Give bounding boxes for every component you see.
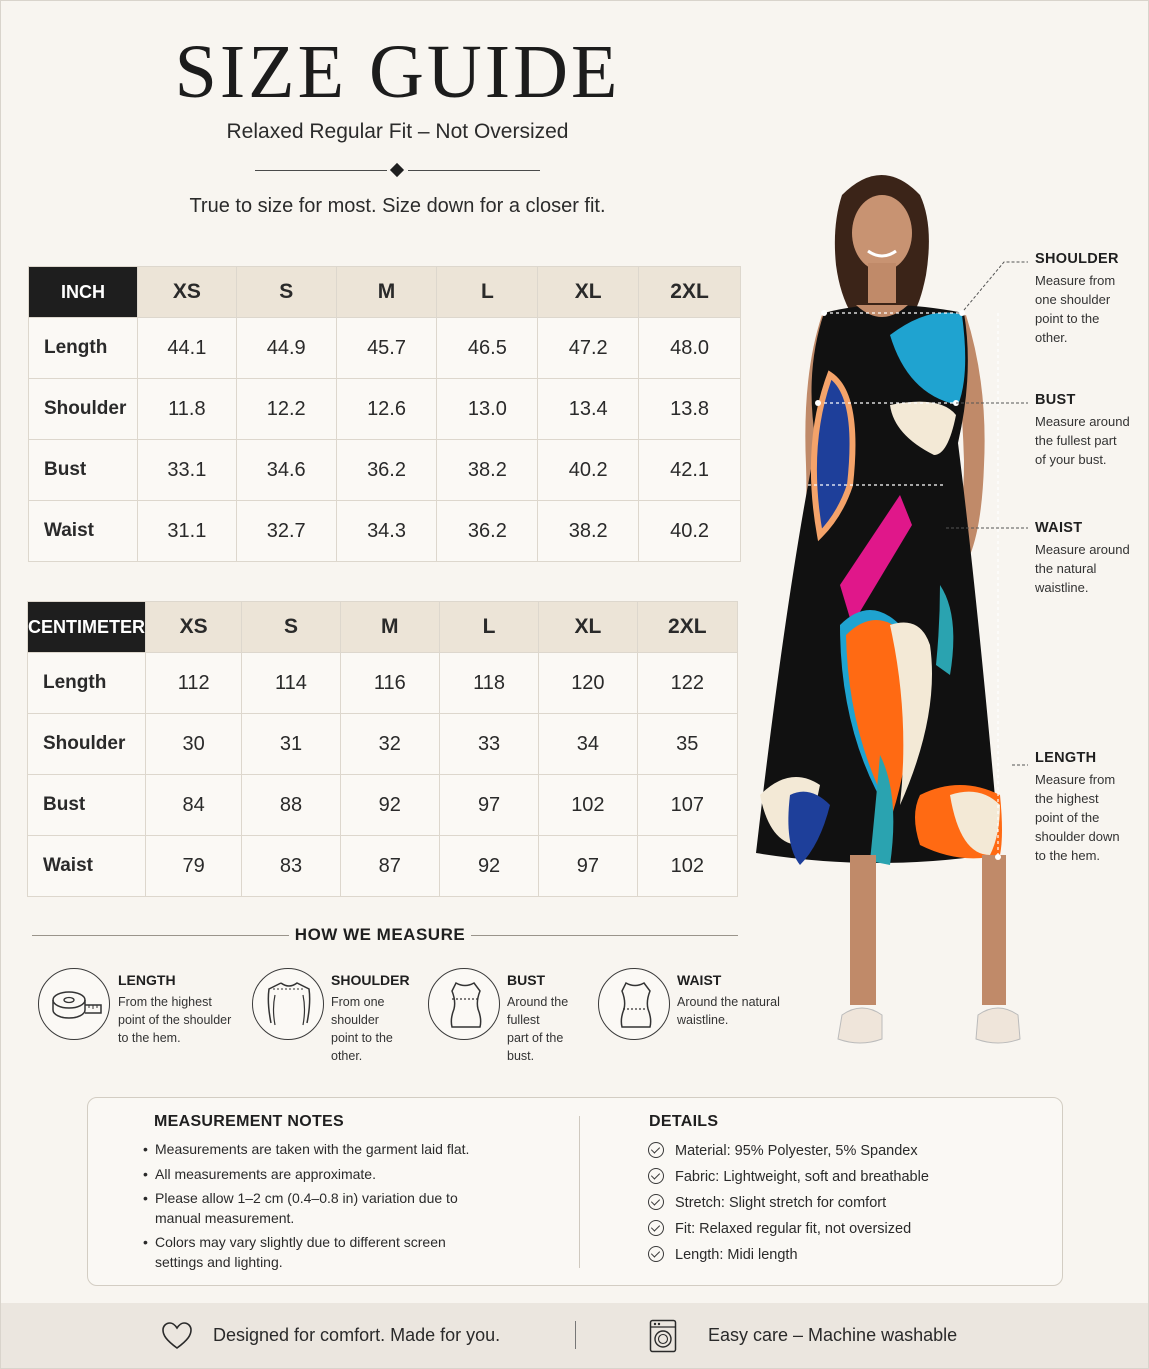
- desc-line: the fullest part: [1035, 433, 1117, 448]
- note-line: • Measurements are taken with the garment laid flat.: [155, 1141, 470, 1157]
- row-label: Length: [29, 318, 138, 379]
- list-item: [648, 1193, 1028, 1219]
- table-cell: 112: [146, 653, 242, 714]
- table-cell: 79: [146, 836, 242, 897]
- table-cell: 47.2: [538, 318, 639, 379]
- table-cell: 87: [340, 836, 439, 897]
- callout-desc: [1035, 271, 1145, 347]
- ornament-divider: [255, 162, 540, 178]
- table-cell: 13.4: [538, 379, 639, 440]
- callout-head: WAIST: [1035, 520, 1083, 536]
- table-row: [29, 501, 741, 562]
- detail-text: Fit: Relaxed regular fit, not oversized: [675, 1221, 912, 1237]
- table-header-row: [29, 267, 741, 318]
- table-cell: 92: [340, 775, 439, 836]
- table-cell: 36.2: [336, 440, 437, 501]
- list-item: [143, 1140, 543, 1160]
- desc-line: the natural: [1035, 561, 1097, 576]
- measure-item-text: [118, 972, 253, 1047]
- tape-measure-icon: [38, 968, 110, 1040]
- table-cell: 35: [637, 714, 737, 775]
- desc-line: Measure from: [1035, 273, 1116, 288]
- desc-line: one shoulder: [1035, 292, 1111, 307]
- footer-care-text: Easy care – Machine washable: [708, 1325, 958, 1345]
- divider-line-left: [255, 170, 387, 171]
- row-label: Bust: [29, 440, 138, 501]
- fit-tagline: True to size for most. Size down for a closer fit.: [189, 195, 606, 217]
- size-header: S: [242, 602, 340, 653]
- list-item: [648, 1219, 1028, 1245]
- callout-head: BUST: [1035, 392, 1076, 408]
- table-cell: 12.2: [236, 379, 336, 440]
- callout-length: [1035, 750, 1145, 865]
- check-circle-icon: [648, 1142, 664, 1158]
- list-item: [143, 1189, 543, 1228]
- footer-bar: [1, 1303, 1148, 1368]
- callout-shoulder: [1035, 251, 1145, 347]
- desc-line: Measure around: [1035, 414, 1130, 429]
- page-subtitle: Relaxed Regular Fit – Not Oversized: [226, 120, 569, 143]
- table-cell: 48.0: [639, 318, 741, 379]
- diamond-icon: [390, 163, 404, 177]
- table-header-row: [28, 602, 738, 653]
- table-cell: 118: [439, 653, 538, 714]
- note-line: manual measurement.: [155, 1209, 295, 1226]
- list-item: [143, 1233, 543, 1272]
- model-dress-illustration: [750, 155, 1030, 1055]
- desc-line: Around the natural: [677, 995, 780, 1009]
- size-header: L: [437, 267, 538, 318]
- measure-item-desc: [331, 993, 431, 1065]
- table-cell: 114: [242, 653, 340, 714]
- callout-desc: [1035, 770, 1145, 865]
- desc-line: part of the: [507, 1031, 564, 1045]
- page-title: SIZE GUIDE: [174, 30, 621, 114]
- note-line: • All measurements are approximate.: [155, 1165, 376, 1182]
- desc-line: From one shoulder: [331, 995, 385, 1027]
- desc-line: other.: [1035, 330, 1068, 345]
- table-cell: 34.3: [336, 501, 437, 562]
- check-circle-icon: [648, 1246, 664, 1262]
- row-label: Shoulder: [29, 379, 138, 440]
- desc-line: From the highest: [118, 995, 212, 1009]
- row-label: Shoulder: [28, 714, 146, 775]
- table-cell: 32.7: [236, 501, 336, 562]
- desc-line: shoulder down: [1035, 829, 1120, 844]
- list-item: [143, 1165, 543, 1185]
- table-cell: 40.2: [639, 501, 741, 562]
- table-cell: 120: [539, 653, 637, 714]
- check-circle-icon: [648, 1168, 664, 1184]
- table-cell: 46.5: [437, 318, 538, 379]
- desc-line: to the hem.: [1035, 848, 1101, 863]
- how-we-measure-title: HOW WE MEASURE: [294, 925, 466, 944]
- measurement-notes-title: MEASUREMENT NOTES: [154, 1113, 344, 1130]
- size-header: 2XL: [637, 602, 737, 653]
- inch-size-table: [28, 266, 741, 562]
- centimeter-size-table: [27, 601, 738, 897]
- table-cell: 97: [439, 775, 538, 836]
- size-header: L: [439, 602, 538, 653]
- desc-line: the highest: [1035, 791, 1099, 806]
- desc-line: point to the: [1035, 311, 1100, 326]
- table-cell: 12.6: [336, 379, 437, 440]
- table-cell: 44.9: [236, 318, 336, 379]
- row-label: Waist: [29, 501, 138, 562]
- footer-divider: [575, 1321, 576, 1349]
- table-cell: 11.8: [137, 379, 236, 440]
- note-line: • Colors may vary slightly due to different screen: [155, 1234, 446, 1250]
- table-cell: 13.8: [639, 379, 741, 440]
- size-header: M: [340, 602, 439, 653]
- table-cell: 33.1: [137, 440, 236, 501]
- note-line: • Please allow 1–2 cm (0.4–0.8 in) variation due to: [155, 1190, 458, 1206]
- washing-machine-icon: [649, 1319, 677, 1353]
- shoulder-shirt-icon: [252, 968, 324, 1040]
- callout-waist: [1035, 520, 1145, 597]
- table-cell: 97: [539, 836, 637, 897]
- check-circle-icon: [648, 1194, 664, 1210]
- table-cell: 116: [340, 653, 439, 714]
- list-item: [648, 1245, 1028, 1271]
- desc-line: point to the: [331, 1031, 393, 1045]
- callout-bust: [1035, 392, 1145, 469]
- measure-item-text: [331, 972, 431, 1065]
- desc-line: to the hem.: [118, 1031, 181, 1045]
- callout-desc: [1035, 412, 1145, 469]
- divider-line-right: [408, 170, 540, 171]
- heart-icon: [161, 1321, 193, 1351]
- callout-head: SHOULDER: [1035, 251, 1119, 267]
- notes-divider: [579, 1116, 580, 1268]
- table-cell: 40.2: [538, 440, 639, 501]
- table-row: [28, 836, 738, 897]
- details-list: [648, 1141, 1028, 1271]
- table-cell: 83: [242, 836, 340, 897]
- table-cell: 122: [637, 653, 737, 714]
- size-header: XL: [539, 602, 637, 653]
- table-cell: 92: [439, 836, 538, 897]
- size-header: XL: [538, 267, 639, 318]
- table-cell: 107: [637, 775, 737, 836]
- table-cell: 34.6: [236, 440, 336, 501]
- unit-header-centimeter: CENTIMETER: [28, 602, 146, 653]
- table-cell: 102: [539, 775, 637, 836]
- note-line: settings and lighting.: [155, 1253, 283, 1270]
- measure-item-text: [507, 972, 602, 1065]
- list-item: [648, 1141, 1028, 1167]
- table-row: [29, 379, 741, 440]
- size-header: XS: [146, 602, 242, 653]
- table-row: [28, 714, 738, 775]
- footer-comfort-text: Designed for comfort. Made for you.: [213, 1325, 501, 1345]
- table-cell: 84: [146, 775, 242, 836]
- section-rule-right: [471, 935, 738, 936]
- desc-line: Measure from: [1035, 772, 1116, 787]
- bust-mannequin-icon: [428, 968, 500, 1040]
- measurement-notes-list: [143, 1140, 543, 1277]
- callout-head: LENGTH: [1035, 750, 1097, 766]
- detail-text: Length: Midi length: [675, 1247, 798, 1263]
- table-row: [29, 440, 741, 501]
- size-header: XS: [137, 267, 236, 318]
- table-cell: 38.2: [538, 501, 639, 562]
- table-cell: 36.2: [437, 501, 538, 562]
- measure-item-desc: [507, 993, 602, 1065]
- measure-item-head: WAIST: [677, 972, 722, 988]
- measure-item-head: SHOULDER: [331, 972, 410, 988]
- table-cell: 13.0: [437, 379, 538, 440]
- callout-desc: [1035, 540, 1145, 597]
- detail-text: Stretch: Slight stretch for comfort: [675, 1195, 887, 1211]
- table-cell: 33: [439, 714, 538, 775]
- desc-line: point of the shoulder: [118, 1013, 232, 1027]
- table-cell: 44.1: [137, 318, 236, 379]
- waist-mannequin-icon: [598, 968, 670, 1040]
- table-cell: 31: [242, 714, 340, 775]
- table-cell: 30: [146, 714, 242, 775]
- desc-line: point of the: [1035, 810, 1100, 825]
- row-label: Bust: [28, 775, 146, 836]
- measure-item-desc: [118, 993, 253, 1047]
- table-cell: 45.7: [336, 318, 437, 379]
- size-header: S: [236, 267, 336, 318]
- table-cell: 32: [340, 714, 439, 775]
- measure-item-head: LENGTH: [118, 972, 176, 988]
- row-label: Waist: [28, 836, 146, 897]
- table-cell: 102: [637, 836, 737, 897]
- table-cell: 34: [539, 714, 637, 775]
- desc-line: waistline.: [1035, 580, 1089, 595]
- desc-line: of your bust.: [1035, 452, 1107, 467]
- unit-header-inch: INCH: [29, 267, 138, 318]
- table-cell: 88: [242, 775, 340, 836]
- row-label: Length: [28, 653, 146, 714]
- measure-item-head: BUST: [507, 972, 546, 988]
- list-item: [648, 1167, 1028, 1193]
- table-row: [29, 318, 741, 379]
- check-circle-icon: [648, 1220, 664, 1236]
- size-header: 2XL: [639, 267, 741, 318]
- notes-panel: [87, 1097, 1063, 1286]
- detail-text: Fabric: Lightweight, soft and breathable: [675, 1169, 929, 1185]
- desc-line: Measure around: [1035, 542, 1130, 557]
- table-cell: 38.2: [437, 440, 538, 501]
- table-row: [28, 775, 738, 836]
- desc-line: Around the fullest: [507, 995, 569, 1027]
- desc-line: other.: [331, 1049, 363, 1063]
- details-title: DETAILS: [649, 1113, 719, 1130]
- table-cell: 42.1: [639, 440, 741, 501]
- table-row: [28, 653, 738, 714]
- desc-line: bust.: [507, 1049, 535, 1063]
- size-header: M: [336, 267, 437, 318]
- desc-line: waistline.: [677, 1013, 729, 1027]
- table-cell: 31.1: [137, 501, 236, 562]
- detail-text: Material: 95% Polyester, 5% Spandex: [675, 1143, 918, 1159]
